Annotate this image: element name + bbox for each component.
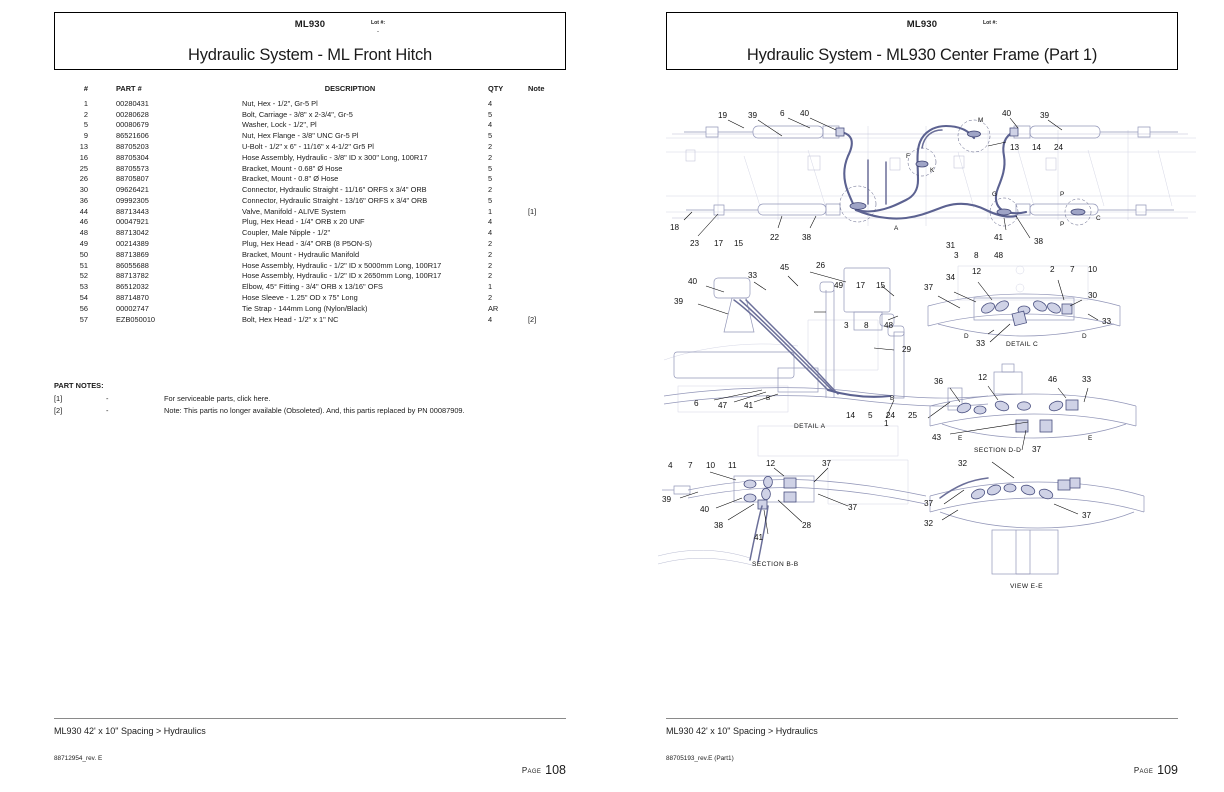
table-row[interactable] (54, 141, 566, 152)
section-dd-callout-43: 43 (932, 433, 942, 442)
part-row-note (528, 249, 566, 260)
part-row-index: 25 (79, 163, 88, 173)
detail-c-letter-D1: D (964, 333, 969, 340)
section-bb-callout-38: 38 (714, 521, 724, 530)
part-row-qty: 2 (488, 142, 493, 152)
page-number-right (1134, 763, 1178, 777)
document-number: 88712954_rev. E (54, 755, 103, 762)
callout-18: 18 (670, 223, 680, 232)
page-number-left (522, 763, 566, 777)
part-row-note (528, 109, 566, 120)
part-notes-heading: PART NOTES: (54, 381, 104, 390)
section-dd-callout-46: 46 (1048, 375, 1058, 384)
section-dd-letter-E2: E (1088, 435, 1093, 442)
callout-8-top: 8 (974, 251, 979, 260)
section-letter-C: C (1096, 215, 1101, 222)
table-row[interactable] (54, 109, 566, 120)
detail-c-callout-30: 30 (1088, 291, 1098, 300)
detail-a-callout-5: 5 (868, 411, 873, 420)
cylinder-lower-right (1016, 204, 1174, 215)
part-row-qty: 4 (488, 217, 493, 227)
part-row-index: 36 (79, 195, 88, 205)
part-row-index: 46 (79, 217, 88, 227)
table-row[interactable] (54, 152, 566, 163)
callout-38-right: 38 (1034, 237, 1044, 246)
part-row-index: 50 (79, 249, 88, 259)
table-row[interactable] (54, 98, 566, 109)
part-row-qty: 1 (488, 282, 493, 292)
part-row-index: 48 (79, 228, 88, 238)
detail-a-callout-6: 6 (694, 399, 699, 408)
part-row-note (528, 227, 566, 238)
section-letter-G: G (992, 191, 997, 198)
callout-15: 15 (734, 239, 744, 248)
part-row-number: 09626421 (116, 185, 149, 195)
callout-40-left: 40 (800, 109, 810, 118)
part-row-description: Hose Assembly, Hydraulic - 1/2" ID x 5000mm Long, 100R17 (242, 260, 442, 270)
part-row-number: 00214389 (116, 239, 149, 249)
part-row-number: 88713042 (116, 228, 149, 238)
section-dd-callout-37: 37 (1032, 445, 1042, 454)
part-row-qty: 2 (488, 152, 493, 162)
detail-c-callout-10: 10 (1088, 265, 1098, 274)
part-row-index: 44 (79, 206, 88, 216)
section-dd-callout-33: 33 (1082, 375, 1092, 384)
callout-14: 14 (1032, 143, 1042, 152)
part-row-index: 51 (79, 260, 88, 270)
part-row-note (528, 260, 566, 271)
part-note-text: Note: This partis no longer available (Obsoleted). And, this partis replaced by PN 00087909. (164, 405, 465, 415)
table-row[interactable] (54, 173, 566, 184)
part-row-qty: 2 (488, 185, 493, 195)
section-bb-callout-37a: 37 (822, 459, 832, 468)
part-row-description: U-Bolt - 1/2" x 6" - 11/16" x 4-1/2" Gr5 Pl (242, 142, 374, 152)
table-row[interactable] (54, 260, 566, 271)
detail-c-view (924, 265, 1120, 348)
part-row-number: 00080679 (116, 120, 149, 130)
section-bb-callout-12: 12 (766, 459, 776, 468)
column-header-description: DESCRIPTION (324, 84, 376, 93)
section-bb-callout-10: 10 (706, 461, 716, 470)
part-notes-list (54, 394, 566, 415)
part-notes (54, 381, 566, 417)
view-label-detail-a: DETAIL A (794, 423, 826, 430)
detail-a-callout-47: 47 (718, 401, 728, 410)
part-row-description: Bracket, Mount - 0.8" Ø Hose (242, 174, 339, 184)
part-row-index: 53 (79, 282, 88, 292)
part-row-description: Hose Assembly, Hydraulic - 1/2" ID x 2650mm Long, 100R17 (242, 271, 442, 281)
detail-a-callout-29: 29 (902, 345, 912, 354)
part-row-qty: 4 (488, 314, 493, 324)
section-bb-callout-40: 40 (700, 505, 710, 514)
part-row-number: 00280431 (116, 98, 149, 108)
part-row-index: 5 (83, 120, 88, 130)
part-row-description: Bolt, Carriage - 3/8" x 2-3/4", Gr-5 (242, 109, 353, 119)
part-row-number: 88714870 (116, 292, 149, 302)
part-note-item[interactable] (54, 394, 566, 403)
detail-a-letter-B1: B (766, 395, 771, 402)
callout-3-top: 3 (954, 251, 959, 260)
part-row-index: 26 (79, 174, 88, 184)
section-dd-callout-12: 12 (978, 373, 988, 382)
part-row-number: 00280628 (116, 109, 149, 119)
section-bb-callout-39: 39 (662, 495, 672, 504)
part-row-qty: 4 (488, 120, 493, 130)
detail-c-letter-D2: D (1082, 333, 1087, 340)
part-row-qty: 5 (488, 131, 493, 141)
view-label-section-dd: SECTION D-D (974, 447, 1022, 454)
section-letter-P1: P (1060, 191, 1065, 198)
section-bb-callout-11: 11 (728, 461, 737, 470)
part-row-number: 09992305 (116, 195, 149, 205)
part-row-note (528, 271, 566, 282)
part-row-qty: 1 (488, 206, 493, 216)
detail-c-callout-37: 37 (924, 283, 934, 292)
part-row-note (528, 217, 566, 228)
table-row[interactable] (54, 314, 566, 325)
callout-22: 22 (770, 233, 780, 242)
part-row-description: Bolt, Hex Head - 1/2" x 1" NC (242, 314, 339, 324)
title-model-right: ML930 (906, 19, 938, 30)
part-row-description: Bracket, Mount - 0.68" Ø Hose (242, 163, 343, 173)
detail-c-callout-12: 12 (972, 267, 982, 276)
table-row[interactable] (54, 238, 566, 249)
part-row-note (528, 184, 566, 195)
exploded-parts-diagram (658, 100, 1204, 610)
part-row-number: 88705203 (116, 142, 149, 152)
detail-a-callout-25: 25 (908, 411, 918, 420)
detail-a-callout-39: 39 (674, 297, 684, 306)
part-note-dash: - (106, 405, 109, 415)
callout-38-left: 38 (802, 233, 812, 242)
section-dd-callout-36: 36 (934, 377, 944, 386)
view-label-section-bb: SECTION B-B (752, 561, 799, 568)
view-ee-callout-32b: 32 (958, 459, 968, 468)
part-note-tag: [1] (54, 394, 63, 403)
section-dd-view (930, 364, 1136, 454)
table-row[interactable] (54, 292, 566, 303)
table-row[interactable] (54, 227, 566, 238)
part-row-description: Nut, Hex - 1/2", Gr-5 Pl (242, 98, 318, 108)
cylinder-lower-left (686, 204, 840, 215)
part-row-number: 88705573 (116, 163, 149, 173)
part-row-qty: 5 (488, 163, 493, 173)
section-bb-callout-37b: 37 (848, 503, 858, 512)
part-row-index: 16 (79, 152, 88, 162)
diagram-svg (658, 100, 1204, 610)
section-letter-F: F (906, 153, 910, 160)
table-row[interactable] (54, 217, 566, 228)
detail-a-callout-45: 45 (780, 263, 790, 272)
part-row-number: EZB050010 (116, 314, 156, 324)
part-row-note (528, 163, 566, 174)
table-row[interactable] (54, 249, 566, 260)
part-row-note (528, 152, 566, 163)
table-row[interactable] (54, 271, 566, 282)
callout-24: 24 (1054, 143, 1064, 152)
part-row-description: Valve, Manifold - ALIVE System (242, 206, 346, 216)
section-bb-callout-28: 28 (802, 521, 812, 530)
footer-rule-right (666, 718, 1178, 719)
view-ee-callout-37a: 37 (924, 499, 934, 508)
table-row[interactable] (54, 163, 566, 174)
part-row-qty: 5 (488, 109, 493, 119)
part-row-description: Washer, Lock - 1/2", Pl (242, 120, 317, 130)
part-row-number: 00047921 (116, 217, 149, 227)
part-row-number: 00002747 (116, 303, 149, 313)
title-lot-label: Lot #: (370, 20, 386, 26)
page-word: Page (521, 766, 542, 775)
table-header-row (54, 84, 566, 98)
main-assembly-view (666, 109, 1196, 260)
detail-a-callout-1: 1 (884, 419, 889, 428)
part-row-index: 56 (79, 303, 88, 313)
column-header-index: # (83, 84, 88, 93)
callout-19: 19 (718, 111, 728, 120)
callout-48-top: 48 (994, 251, 1004, 260)
view-label-detail-c: DETAIL C (1006, 341, 1039, 348)
title-block-right (666, 12, 1178, 70)
detail-a-callout-15: 15 (876, 281, 886, 290)
part-row-qty: AR (488, 303, 499, 313)
part-row-index: 9 (83, 131, 88, 141)
callout-17: 17 (714, 239, 724, 248)
section-bb-callout-7: 7 (688, 461, 693, 470)
callout-23: 23 (690, 239, 700, 248)
part-row-note (528, 292, 566, 303)
part-row-number: 88713869 (116, 249, 149, 259)
table-row[interactable] (54, 281, 566, 292)
part-row-description: Hose Sleeve - 1.25" OD x 75" Long (242, 292, 358, 302)
callout-6: 6 (780, 109, 785, 118)
part-row-note (528, 141, 566, 152)
detail-a-callout-49: 49 (834, 281, 844, 290)
footer-rule-left (54, 718, 566, 719)
part-row-description: Connector, Hydraulic Straight - 11/16" ORFS x 3/4" ORB (242, 185, 427, 195)
title-lot-value: - (377, 29, 379, 35)
part-row-description: Coupler, Male Nipple - 1/2" (242, 228, 331, 238)
detail-a-callout-24: 24 (886, 411, 896, 420)
part-row-index: 52 (79, 271, 88, 281)
section-bb-view (658, 459, 926, 568)
table-row[interactable] (54, 303, 566, 314)
part-row-index: 1 (83, 98, 88, 108)
part-row-description: Bracket, Mount - Hydraulic Manifold (242, 249, 360, 259)
page-number-value: 108 (545, 763, 566, 777)
detail-c-callout-33-bottom: 33 (976, 339, 986, 348)
callout-31: 31 (946, 241, 956, 250)
detail-c-callout-2: 2 (1050, 265, 1055, 274)
part-row-qty: 2 (488, 292, 493, 302)
detail-a-callout-8: 8 (864, 321, 869, 330)
page-right (612, 0, 1224, 792)
part-row-number: 88705807 (116, 174, 149, 184)
view-label-view-ee: VIEW E-E (1010, 583, 1043, 590)
page-number-value-right: 109 (1157, 763, 1178, 777)
detail-a-callout-14: 14 (846, 411, 856, 420)
part-row-index: 13 (79, 142, 88, 152)
part-row-description: Tie Strap - 144mm Long (Nylon/Black) (242, 303, 368, 313)
section-letter-A: A (894, 225, 899, 232)
part-row-note: [1] (528, 206, 537, 216)
view-ee-view (924, 459, 1144, 590)
callout-41-top: 41 (994, 233, 1004, 242)
section-letter-M: M (978, 117, 984, 124)
part-row-number: 86055688 (116, 260, 149, 270)
table-row[interactable] (54, 120, 566, 131)
detail-a-callout-3: 3 (844, 321, 849, 330)
column-header-part: PART # (116, 84, 142, 93)
part-row-note (528, 98, 566, 109)
part-row-qty: 2 (488, 249, 493, 259)
view-ee-callout-37b: 37 (1082, 511, 1092, 520)
part-row-index: 54 (79, 292, 88, 302)
part-row-description: Hose Assembly, Hydraulic - 3/8" ID x 300" Long, 100R17 (242, 152, 428, 162)
part-row-qty: 4 (488, 98, 493, 108)
page-title: Hydraulic System - ML Front Hitch (187, 46, 432, 64)
detail-a-letter-B2: B (890, 395, 895, 402)
part-row-qty: 4 (488, 228, 493, 238)
title-lot-label-right: Lot #: (982, 20, 998, 26)
breadcrumb-right: ML930 42' x 10" Spacing > Hydraulics (666, 726, 818, 736)
callout-39-right: 39 (1040, 111, 1050, 120)
part-row-note (528, 195, 566, 206)
part-row-note: [2] (528, 314, 537, 324)
detail-a-callout-41: 41 (744, 401, 754, 410)
part-row-number: 88705304 (116, 152, 149, 162)
section-bb-callout-41: 41 (754, 533, 764, 542)
page-word-right: Page (1133, 766, 1154, 775)
part-row-description: Plug, Hex Head - 1/4" ORB x 20 UNF (242, 217, 365, 227)
table-row[interactable] (54, 195, 566, 206)
column-header-qty: QTY (488, 84, 504, 93)
cylinder-right (1014, 126, 1178, 138)
part-row-note (528, 120, 566, 131)
title-block-left (54, 12, 566, 70)
part-row-number: 88713782 (116, 271, 149, 281)
detail-a-callout-40: 40 (688, 277, 698, 286)
part-row-index: 2 (83, 109, 88, 119)
detail-a-callout-48: 48 (884, 321, 894, 330)
document-number-right: 88705193_rev.E (Part1) (666, 755, 734, 762)
part-note-dash: - (106, 394, 109, 403)
parts-table-container (54, 84, 566, 324)
part-row-note (528, 281, 566, 292)
part-note-tag: [2] (54, 405, 63, 415)
detail-c-callout-7: 7 (1070, 265, 1075, 274)
part-row-qty: 5 (488, 195, 493, 205)
part-row-note (528, 130, 566, 141)
table-row[interactable] (54, 184, 566, 195)
page-title-right: Hydraulic System - ML930 Center Frame (Part 1) (746, 46, 1098, 64)
part-row-number: 86512032 (116, 282, 149, 292)
detail-c-callout-33-right: 33 (1102, 317, 1112, 326)
detail-a-callout-17: 17 (856, 281, 866, 290)
part-row-note (528, 173, 566, 184)
detail-c-callout-34: 34 (946, 273, 956, 282)
part-row-note (528, 238, 566, 249)
detail-a-callout-33: 33 (748, 271, 758, 280)
part-row-qty: 2 (488, 260, 493, 270)
part-row-index: 49 (79, 239, 88, 249)
part-row-description: Plug, Hex Head - 3/4" ORB (8 P5ON-S) (242, 239, 372, 249)
section-dd-letter-E1: E (958, 435, 963, 442)
callout-40-right: 40 (1002, 109, 1012, 118)
part-row-qty: 5 (488, 174, 493, 184)
part-row-number: 88713443 (116, 206, 149, 216)
part-row-description: Elbow, 45° Fitting - 3/4" ORB x 13/16" OFS (242, 282, 383, 292)
parts-table-body (54, 98, 566, 324)
table-row[interactable] (54, 130, 566, 141)
part-row-qty: 2 (488, 271, 493, 281)
table-row[interactable] (54, 206, 566, 217)
column-header-note: Note (528, 84, 545, 93)
parts-table (54, 84, 566, 324)
part-row-qty: 2 (488, 239, 493, 249)
part-row-description: Connector, Hydraulic Straight - 13/16" ORFS x 3/4" ORB (242, 195, 428, 205)
breadcrumb: ML930 42' x 10" Spacing > Hydraulics (54, 726, 206, 736)
cylinder-left (684, 126, 839, 138)
part-row-description: Nut, Hex Flange - 3/8" UNC Gr-5 Pl (242, 131, 359, 141)
detail-a-callout-26: 26 (816, 261, 826, 270)
view-ee-callout-32a: 32 (924, 519, 934, 528)
section-letter-K: K (930, 167, 935, 174)
section-bb-callout-4: 4 (668, 461, 673, 470)
callout-13: 13 (1010, 143, 1020, 152)
title-model: ML930 (294, 19, 326, 30)
part-note-text: For serviceable parts, click here. (164, 394, 271, 403)
part-note-item[interactable] (54, 406, 566, 415)
section-letter-P2: P (1060, 221, 1065, 228)
part-row-index: 57 (79, 314, 88, 324)
part-row-note (528, 303, 566, 314)
callout-39-left: 39 (748, 111, 758, 120)
part-row-index: 30 (79, 185, 88, 195)
part-row-number: 86521606 (116, 131, 149, 141)
